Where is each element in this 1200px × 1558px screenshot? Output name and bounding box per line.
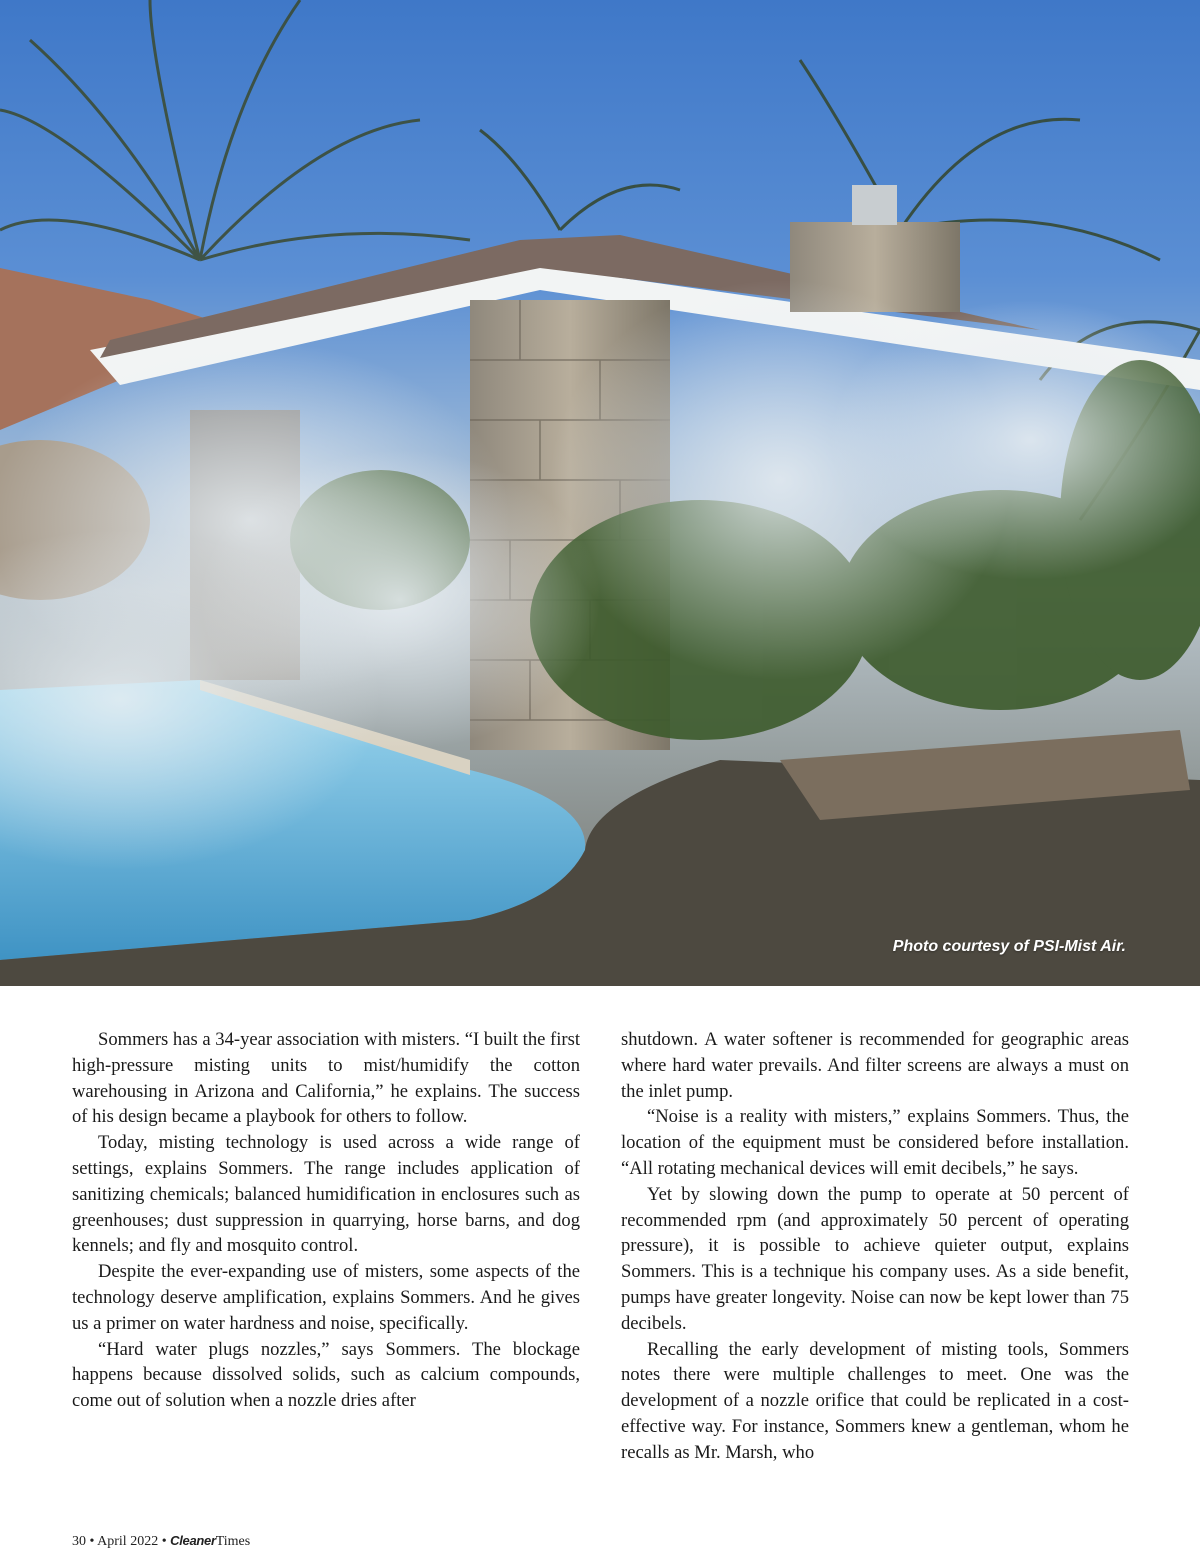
paragraph: Yet by slowing down the pump to operate at 50 percent of recommended rpm (and approximately 50 percent of operating pressure), it is possible to achieve quieter output, explains Sommers. This is a technique his company uses. As a side benefit, pumps have greater longevity. Noise can now be kept lower than 75 decibels. bbox=[621, 1183, 1129, 1334]
page-number: 30 bbox=[72, 1534, 86, 1549]
issue-date: April 2022 bbox=[97, 1534, 159, 1549]
page-footer bbox=[72, 1533, 250, 1550]
magazine-brand-rest: Times bbox=[215, 1534, 251, 1549]
article-left-column bbox=[72, 1027, 580, 1414]
article-right-column bbox=[621, 1027, 1129, 1466]
paragraph: Despite the ever-expanding use of misters, some aspects of the technology deserve amplification, explains Sommers. And he gives us a primer on water hardness and noise, specifically. bbox=[72, 1261, 580, 1334]
footer-separator: • bbox=[89, 1534, 95, 1549]
photo-caption: Photo courtesy of PSI-Mist Air. bbox=[892, 938, 1126, 955]
magazine-brand: Cleaner bbox=[170, 1533, 216, 1548]
paragraph: “Hard water plugs nozzles,” says Sommers. The blockage happens because dissolved solids, such as calcium compounds, come out of solution when a nozzle dries after bbox=[72, 1338, 580, 1412]
paragraph: “Noise is a reality with misters,” explains Sommers. Thus, the location of the equipment must be considered before installation. “All rotating mechanical devices will emit decibels,” he says. bbox=[621, 1106, 1129, 1179]
footer-separator: • bbox=[161, 1534, 167, 1549]
paragraph: Sommers has a 34-year association with misters. “I built the first high-pressure misting units to mist/humidify the cotton warehousing in Arizona and California,” he explains. The success of his design became a playbook for others to follow. bbox=[72, 1029, 580, 1128]
paragraph-continuation: shutdown. A water softener is recommended for geographic areas where hard water prevails. And filter screens are always a must on the inlet pump. bbox=[621, 1029, 1129, 1102]
paragraph: Recalling the early development of misting tools, Sommers notes there were multiple challenges to meet. One was the development of a nozzle orifice that could be replicated in a cost-effective way. For instance, Sommers knew a gentleman, whom he recalls as Mr. Marsh, who bbox=[621, 1338, 1129, 1463]
paragraph: Today, misting technology is used across a wide range of settings, explains Sommers. The range includes application of sanitizing chemicals; balanced humidification in enclosures such as greenhouses; dust suppression in quarrying, horse barns, and dog kennels; and fly and mosquito control. bbox=[72, 1132, 580, 1257]
